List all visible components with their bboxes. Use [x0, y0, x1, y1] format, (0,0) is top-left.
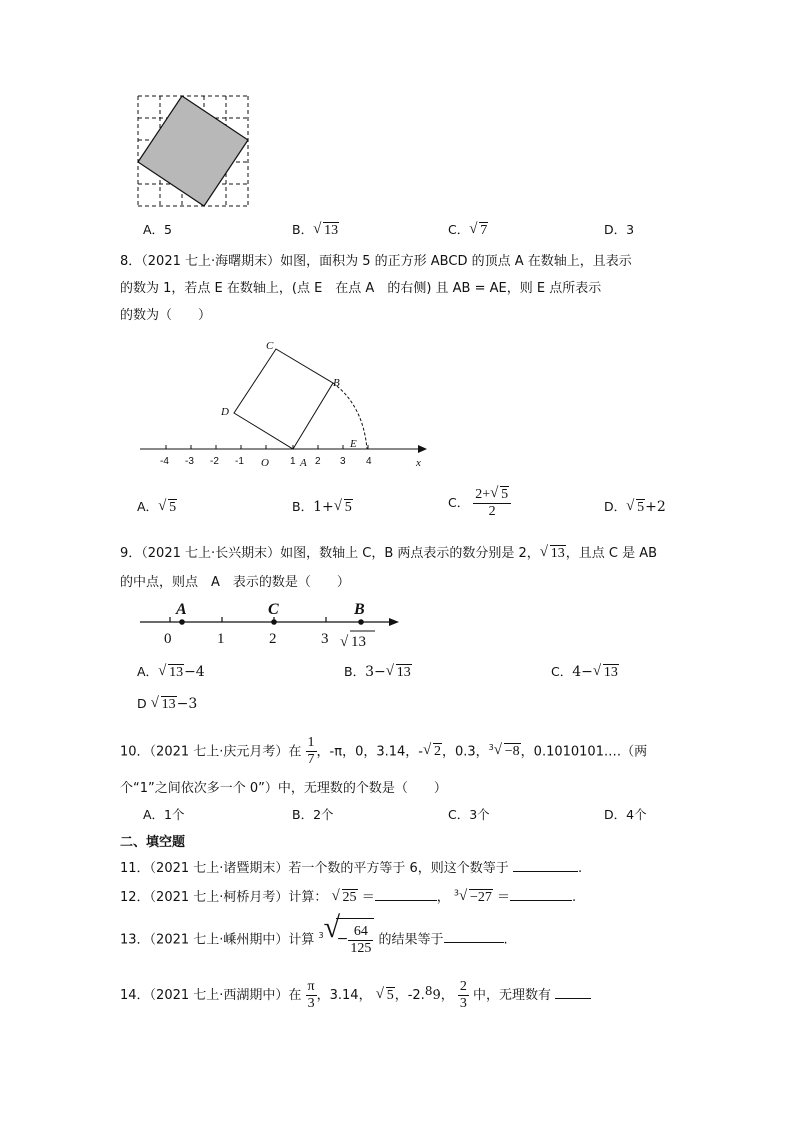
fraction: $\frac{64}{125}$	[350, 923, 372, 956]
q8-tick: -1	[235, 456, 244, 467]
sqrt-expression: √ 13	[385, 663, 411, 680]
q8-stem-line3: 的数为（ ）	[120, 308, 212, 323]
q13-answer-blank[interactable]	[444, 930, 504, 943]
q9-tick: 0	[164, 631, 172, 647]
q8-tick: 3	[340, 456, 346, 467]
sqrt-expression: √ 13	[313, 221, 339, 238]
q13-stem: 13．（2021 七上·嵊州期中）计算 $^3$ √ − $\frac{64}{125}$ 的结果等于 .	[120, 916, 508, 960]
q8-square-abcd	[234, 349, 333, 449]
q9-option-d[interactable]: D √ 13−3	[137, 695, 198, 712]
q8-label-d: D	[221, 406, 229, 418]
sqrt-expression: √ 13	[592, 663, 618, 680]
q7-option-d[interactable]: D．3	[604, 222, 635, 237]
q8-option-b[interactable]: B．1+ √ 5	[292, 498, 352, 515]
q8-tick: -3	[185, 456, 194, 467]
q7-grid-figure	[130, 90, 255, 210]
sqrt-expression: √ 5	[375, 986, 394, 1003]
sqrt-expression: √ 2	[422, 742, 441, 760]
q10-stem-line1: 10．（2021 七上·庆元月考）在 $\frac{1}{7}$ ，-π，0，3.14，- √ 2，0.3，$^3$ √ −8，0.1010101.…（两	[120, 728, 647, 772]
q9-point-a	[179, 619, 185, 625]
cube-root-expression: √ −27	[458, 888, 492, 905]
fraction: $\frac{2}{3}$	[459, 979, 467, 1011]
q8-label-b: B	[333, 377, 340, 389]
q10-option-d[interactable]: D．4个	[604, 807, 647, 822]
q9-tick-sqrt: √	[340, 634, 349, 650]
q8-option-d[interactable]: D． √ 5+2	[604, 498, 666, 515]
sqrt-expression: √ 7	[469, 221, 488, 238]
q9-label-c: C	[268, 601, 279, 618]
q9-tick: 3	[321, 631, 329, 647]
sqrt-expression: √ 5	[333, 498, 352, 515]
q9-stem-line1: 9．（2021 七上·长兴期末）如图，数轴上 C，B 两点表示的数分别是 2， √ 13，且点 C 是 AB	[120, 544, 658, 561]
q9-point-b	[358, 619, 364, 625]
sqrt-expression: √ 13	[150, 695, 176, 712]
cube-root-expression: √ −8	[493, 742, 520, 760]
q8-label-o: O	[261, 457, 269, 469]
q9-tick: 2	[269, 631, 277, 647]
q9-stem-line2: 的中点，则点 A 表示的数是（ ）	[120, 575, 350, 590]
q9-option-b[interactable]: B．3− √ 13	[344, 663, 411, 680]
q10-option-c[interactable]: C．3个	[448, 807, 490, 822]
fraction: 2+ √ 5 2	[473, 487, 511, 520]
fraction: $\frac{1}{7}$	[307, 735, 315, 768]
q8-label-a: A	[300, 457, 307, 469]
cube-root-expression: √ − $\frac{64}{125}$	[324, 918, 375, 960]
q9-tick-sqrt-radicand: 13	[351, 634, 366, 650]
q8-label-c: C	[266, 340, 274, 352]
q12-answer-blank-1[interactable]	[375, 888, 437, 901]
q7-option-c[interactable]: C． √ 7	[448, 221, 488, 238]
q8-option-a[interactable]: A． √ 5	[137, 498, 177, 515]
q9-option-c[interactable]: C．4− √ 13	[551, 663, 618, 680]
q8-label-e: E	[350, 438, 357, 450]
q8-stem-line1: 8．（2021 七上·海曙期末）如图，面积为 5 的正方形 ABCD 的顶点 A 在数轴上，且表示	[120, 254, 632, 269]
q9-label-a: A	[176, 601, 187, 618]
q8-tick: 2	[315, 456, 321, 467]
q8-number-line-figure	[135, 335, 435, 470]
q12-stem: 12．（2021 七上·柯桥月考）计算： √ 25 ＝ ， $^3$ √ −27 ＝ .	[120, 888, 577, 905]
q9-option-a[interactable]: A． √ 13−4	[137, 663, 205, 680]
q9-label-b: B	[354, 601, 365, 618]
q8-tick: 1	[290, 456, 296, 467]
q8-stem-line2: 的数为 1，若点 E 在数轴上，(点 E 在点 A 的右侧) 且 AB = AE，则 E 点所表示	[120, 281, 602, 296]
sqrt-expression: √ 13	[539, 544, 565, 561]
q9-tick: 1	[217, 631, 225, 647]
q11-answer-blank[interactable]	[513, 859, 578, 872]
q11-stem: 11．（2021 七上·诸暨期末）若一个数的平方等于 6，则这个数等于 .	[120, 861, 583, 876]
sqrt-expression: √ 13	[158, 663, 184, 680]
q8-label-x: x	[416, 457, 421, 469]
q9-point-c	[271, 619, 277, 625]
q7-option-b[interactable]: B． √ 13	[292, 221, 339, 238]
q12-answer-blank-2[interactable]	[510, 888, 572, 901]
q7-shaded-square	[138, 96, 248, 206]
q7-option-a[interactable]: A．5	[143, 222, 173, 237]
q10-option-b[interactable]: B．2个	[292, 807, 334, 822]
sqrt-expression: √ 5	[158, 498, 177, 515]
q9-number-line-figure	[135, 598, 405, 650]
q8-tick: 4	[366, 456, 372, 467]
section-heading: 二、填空题	[120, 835, 186, 850]
q8-tick: -2	[210, 456, 219, 467]
q14-stem: 14．（2021 七上·西湖期中）在 $\frac{\pi}{3}$ ，3.14， √ 5，-2.89̇， $\frac{2}{3}$ 中，无理数有	[120, 975, 591, 1016]
q10-option-a[interactable]: A．1个	[143, 807, 185, 822]
q10-stem-line2: 个“1”之间依次多一个 0”）中，无理数的个数是（ ）	[120, 781, 447, 796]
sqrt-expression: √ 25	[331, 888, 357, 905]
q14-answer-blank[interactable]	[555, 986, 591, 999]
q8-tick: -4	[160, 456, 169, 467]
sqrt-expression: √ 5	[626, 498, 645, 515]
fraction: $\frac{\pi}{3}$	[307, 979, 315, 1011]
q8-option-c[interactable]: C． 2+ √ 5 2	[448, 487, 511, 520]
